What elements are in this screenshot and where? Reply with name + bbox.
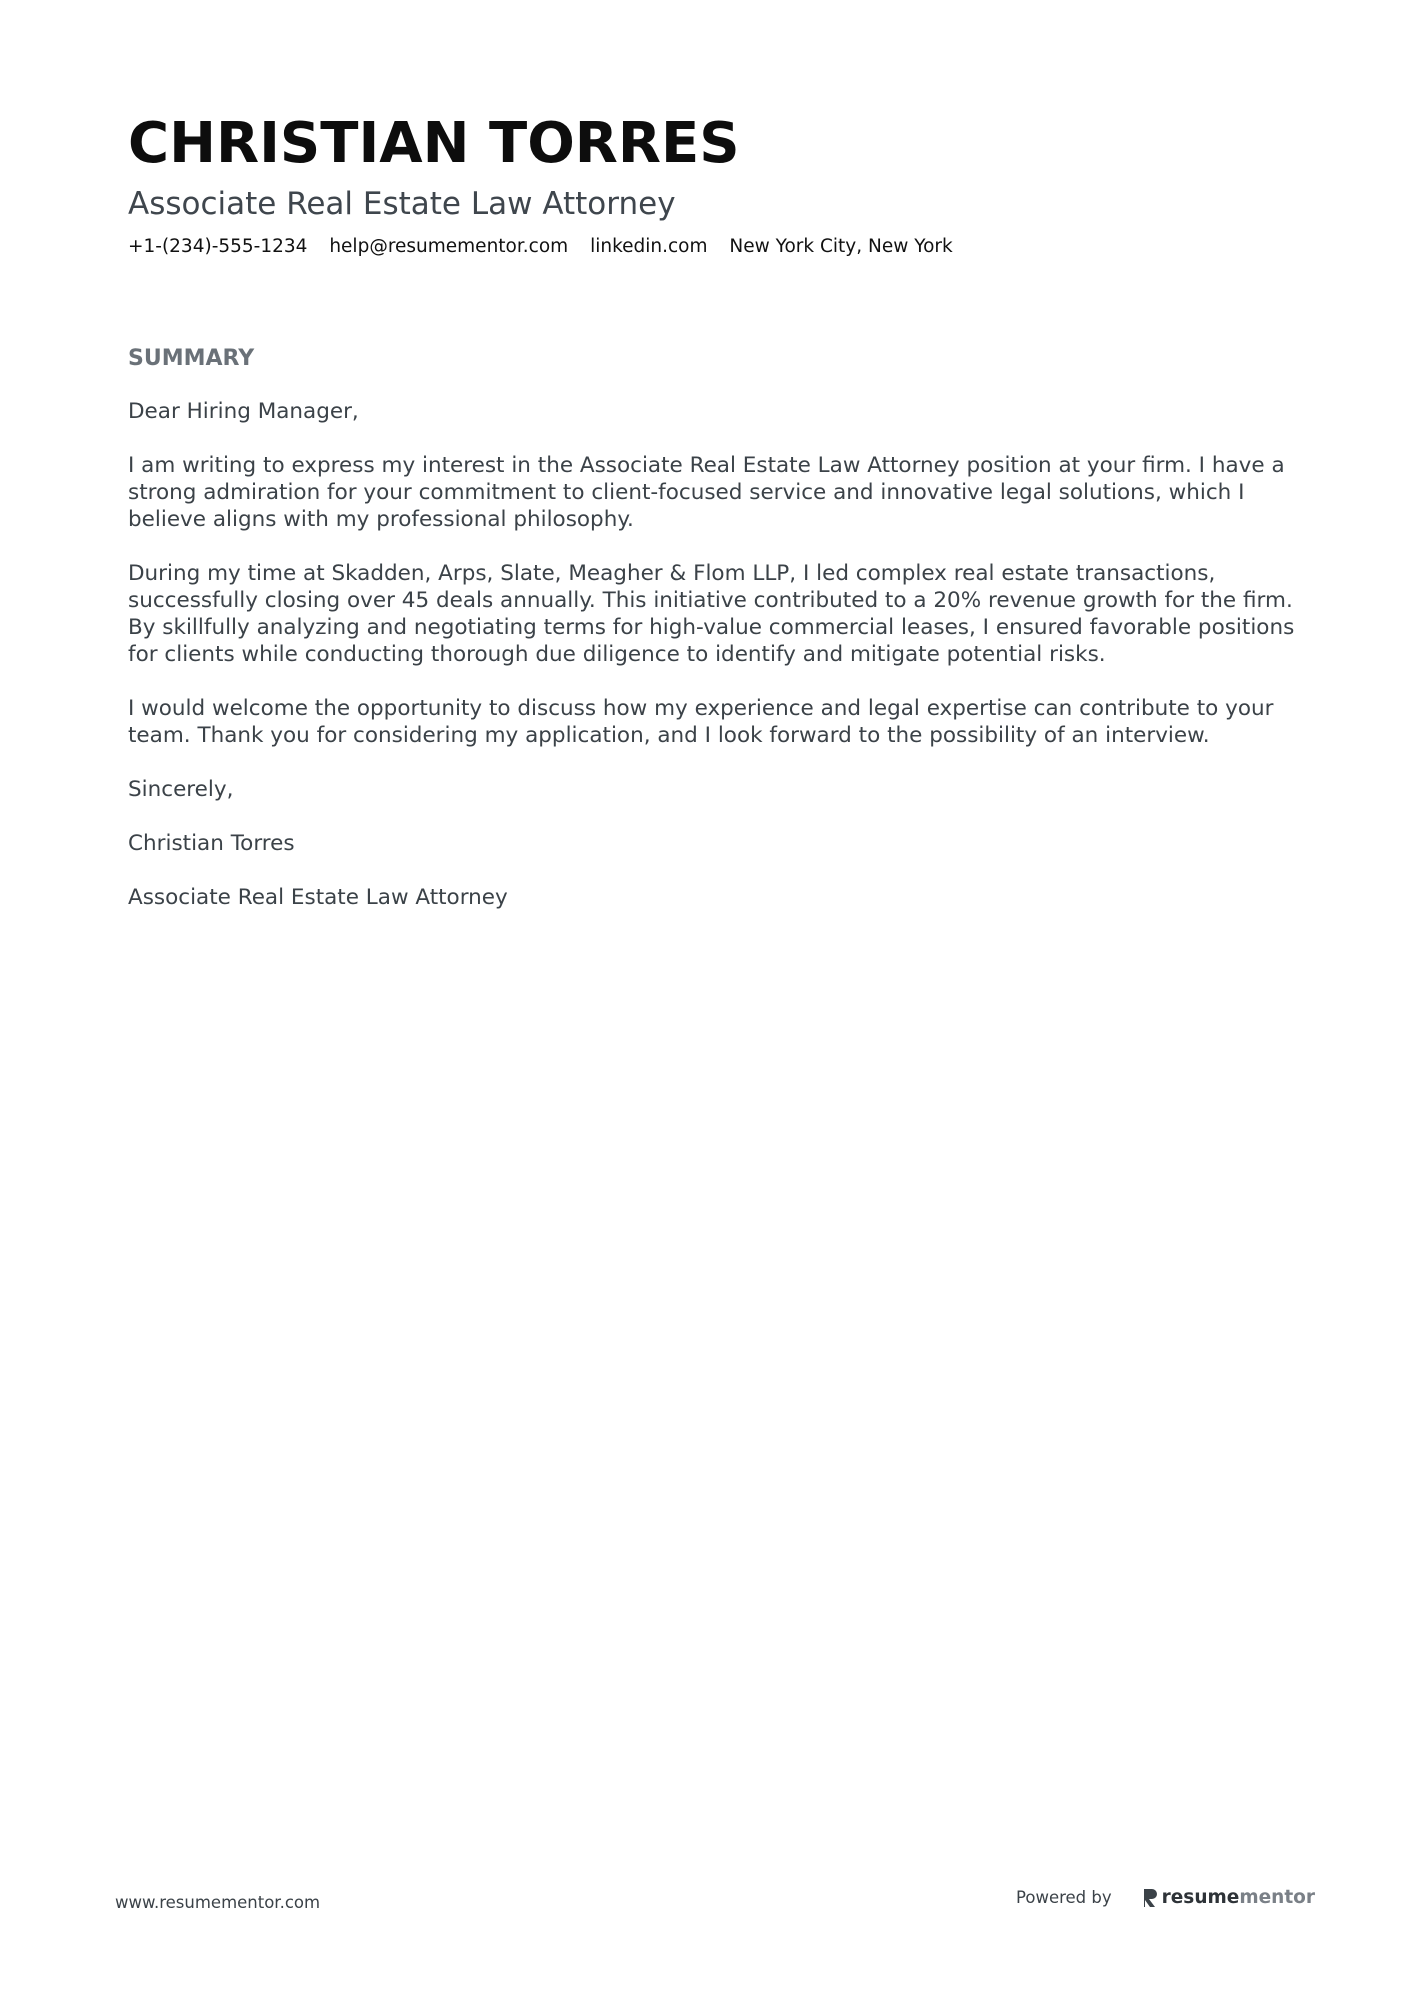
signature-title: Associate Real Estate Law Attorney — [128, 885, 508, 910]
signature-name: Christian Torres — [128, 831, 295, 856]
footer-website-link[interactable]: www.resumementor.com — [115, 1893, 321, 1912]
footer-branding — [1016, 1887, 1315, 1908]
contact-info — [128, 234, 1288, 260]
resumementor-logo-icon — [1142, 1888, 1158, 1908]
header — [128, 112, 1288, 260]
candidate-name: CHRISTIAN TORRES — [128, 111, 740, 176]
closing: Sincerely, — [128, 777, 234, 802]
paragraph-experience: During my time at Skadden, Arps, Slate, Meagher & Flom LLP, I led complex real estate transactions, successfully closing over 45 deals annually. This initiative contributed to a 20% revenue growth for the firm. By skillfully analyzing and negotiating terms for high-value commercial leases, I ensured favorable positions for clients while conducting thorough due diligence to identify and mitigate potential risks. — [128, 561, 1295, 667]
email-link[interactable]: help@resumementor.com — [329, 236, 569, 257]
salutation: Dear Hiring Manager, — [128, 399, 359, 424]
location: New York City, New York — [729, 236, 953, 257]
section-heading-summary: SUMMARY — [128, 346, 255, 371]
logo-text-light: mentor — [1239, 1887, 1315, 1908]
letter-body — [128, 344, 1298, 938]
paragraph-closing: I would welcome the opportunity to discuss how my experience and legal expertise can contribute to your team. Thank you for considering my application, and I look forward to the possibility of an interview. — [128, 696, 1274, 748]
powered-by-label: Powered by — [1016, 1888, 1112, 1907]
resumementor-logo[interactable] — [1142, 1887, 1315, 1908]
logo-text-bold: resume — [1161, 1887, 1240, 1908]
paragraph-intro: I am writing to express my interest in the Associate Real Estate Law Attorney position at your firm. I have a strong admiration for your commitment to client-focused service and innovative legal solutions, which I believe aligns with my professional philosophy. — [128, 453, 1285, 532]
phone: +1-(234)-555-1234 — [128, 236, 308, 257]
job-title: Associate Real Estate Law Attorney — [128, 186, 676, 222]
linkedin-link[interactable]: linkedin.com — [590, 236, 708, 257]
